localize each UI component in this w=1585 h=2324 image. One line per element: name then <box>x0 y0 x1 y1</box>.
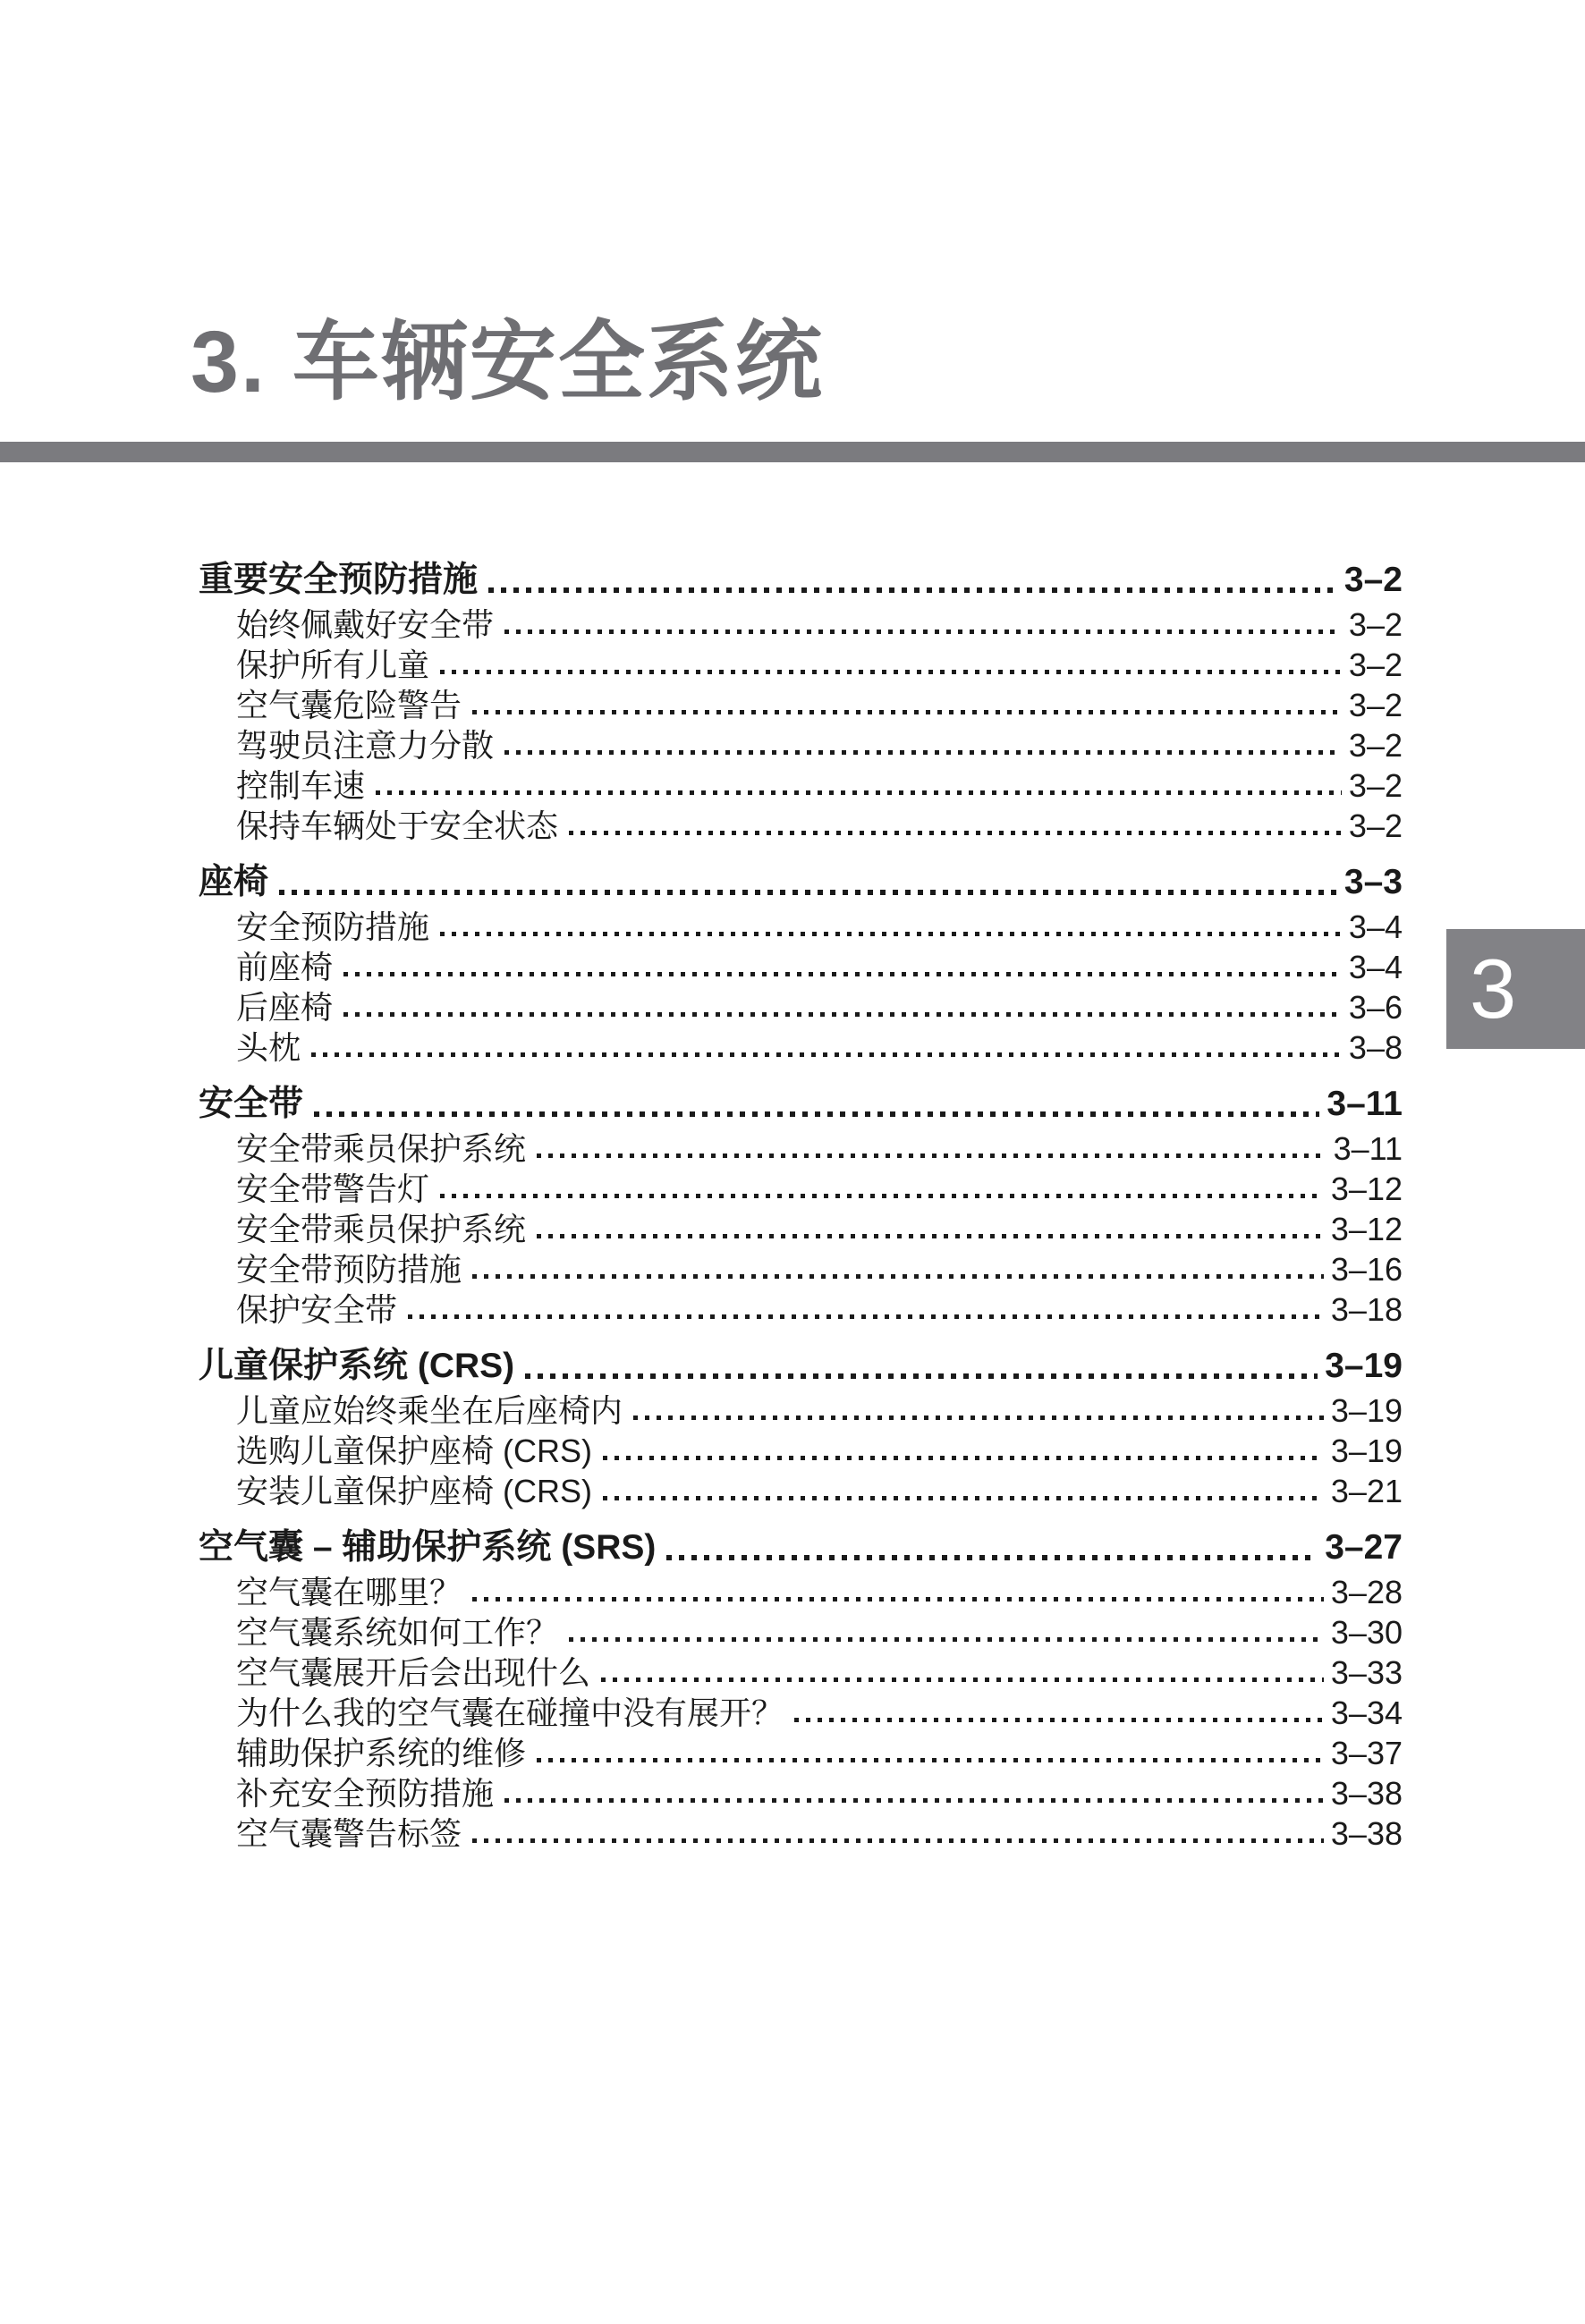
toc-entry-label: 重要安全预防措施 <box>199 561 479 599</box>
dot-leader <box>311 1027 1342 1068</box>
dot-leader <box>666 1524 1318 1572</box>
toc-entry-page-number: 3–27 <box>1325 1528 1403 1567</box>
toc-entry-label: 空气囊危险警告 <box>236 687 462 723</box>
toc-item-row <box>199 1249 1403 1289</box>
toc-entry-label: 空气囊在哪里？ <box>236 1574 462 1610</box>
toc-entry-page-number: 3–4 <box>1348 949 1403 985</box>
toc-entry-label: 安全带乘员保护系统 <box>236 1211 527 1247</box>
toc-entry-page-number: 3–2 <box>1348 646 1403 683</box>
toc-entry-page-number: 3–11 <box>1326 1085 1403 1123</box>
toc-entry-page-number: 3–2 <box>1348 767 1403 804</box>
toc-entry-page-number: 3–2 <box>1348 687 1403 723</box>
toc-entry-page-number: 3–3 <box>1343 863 1403 901</box>
dot-leader <box>537 1733 1324 1773</box>
toc-item-row <box>199 1693 1403 1733</box>
toc-section-row <box>199 858 1403 907</box>
toc-item-row <box>199 1209 1403 1249</box>
dot-leader <box>279 858 1337 907</box>
toc-entry-label: 儿童保护系统 (CRS) <box>199 1347 515 1385</box>
toc-entry-page-number: 3–18 <box>1330 1291 1403 1328</box>
dot-leader <box>488 556 1337 604</box>
dot-leader <box>633 1390 1324 1431</box>
toc-item-row <box>199 907 1403 947</box>
toc-entry-label: 驾驶员注意力分散 <box>236 727 495 764</box>
toc-entry-label: 保护所有儿童 <box>236 646 430 683</box>
toc-entry-page-number: 3–11 <box>1333 1130 1403 1167</box>
toc-entry-label: 控制车速 <box>236 767 366 804</box>
toc-entry-label: 安装儿童保护座椅 (CRS) <box>236 1473 592 1509</box>
dot-leader <box>408 1289 1324 1330</box>
toc-entry-label: 安全带警告灯 <box>236 1170 430 1207</box>
toc-entry-page-number: 3–12 <box>1330 1170 1403 1207</box>
toc-entry-label: 安全预防措施 <box>236 908 430 945</box>
toc-entry-label: 安全带 <box>199 1085 304 1123</box>
toc-entry-page-number: 3–12 <box>1330 1211 1403 1247</box>
dot-leader <box>569 1612 1324 1652</box>
toc-entry-label: 选购儿童保护座椅 (CRS) <box>236 1432 592 1469</box>
toc-entry-label: 安全带预防措施 <box>236 1251 462 1288</box>
toc-entry-label: 座椅 <box>199 863 269 901</box>
toc-entry-label: 保持车辆处于安全状态 <box>236 807 559 844</box>
toc-entry-page-number: 3–8 <box>1348 1029 1403 1066</box>
toc-entry-page-number: 3–4 <box>1348 908 1403 945</box>
toc-item-row <box>199 947 1403 987</box>
toc-entry-label: 后座椅 <box>236 989 334 1026</box>
toc-item-row <box>199 685 1403 725</box>
dot-leader <box>343 947 1342 987</box>
toc-entry-label: 空气囊系统如何工作？ <box>236 1614 559 1651</box>
toc-entry-page-number: 3–21 <box>1330 1473 1403 1509</box>
toc-item-row <box>199 1128 1403 1169</box>
toc-entry-label: 安全带乘员保护系统 <box>236 1130 527 1167</box>
toc-item-row <box>199 987 1403 1027</box>
toc-entry-label: 空气囊 – 辅助保护系统 (SRS) <box>199 1528 657 1567</box>
dot-leader <box>472 1249 1324 1289</box>
toc-entry-page-number: 3–16 <box>1330 1251 1403 1288</box>
toc-entry-label: 前座椅 <box>236 949 334 985</box>
toc-item-row <box>199 645 1403 685</box>
toc <box>199 556 1403 1854</box>
toc-entry-label: 为什么我的空气囊在碰撞中没有展开？ <box>236 1694 784 1731</box>
toc-entry-label: 补充安全预防措施 <box>236 1775 495 1812</box>
toc-section-row <box>199 1342 1403 1390</box>
toc-entry-label: 儿童应始终乘坐在后座椅内 <box>236 1392 623 1429</box>
toc-item-row <box>199 1733 1403 1773</box>
toc-entry-page-number: 3–6 <box>1348 989 1403 1026</box>
dot-leader <box>343 987 1342 1027</box>
dot-leader <box>603 1431 1324 1471</box>
dot-leader <box>603 1471 1324 1511</box>
toc-section-row <box>199 1524 1403 1572</box>
dot-leader <box>440 907 1342 947</box>
toc-entry-page-number: 3–34 <box>1330 1694 1403 1731</box>
toc-entry-page-number: 3–33 <box>1330 1654 1403 1691</box>
chapter-side-tab <box>1446 929 1585 1049</box>
toc-entry-page-number: 3–19 <box>1330 1392 1403 1429</box>
toc-item-row <box>199 1612 1403 1652</box>
toc-section-row <box>199 556 1403 604</box>
dot-leader <box>537 1209 1324 1249</box>
dot-leader <box>314 1080 1319 1128</box>
toc-entry-page-number: 3–28 <box>1330 1574 1403 1610</box>
chapter-title: 3. 车辆安全系统 <box>191 313 824 410</box>
toc-entry-label: 空气囊警告标签 <box>236 1815 462 1852</box>
dot-leader <box>601 1652 1324 1693</box>
toc-item-row <box>199 1390 1403 1431</box>
chapter-title-rule <box>0 442 1585 462</box>
toc-item-row <box>199 1027 1403 1068</box>
toc-item-row <box>199 1652 1403 1693</box>
toc-entry-page-number: 3–37 <box>1330 1735 1403 1771</box>
toc-entry-label: 头枕 <box>236 1029 301 1066</box>
dot-leader <box>504 604 1342 645</box>
dot-leader <box>537 1128 1326 1169</box>
toc-item-row <box>199 725 1403 765</box>
dot-leader <box>525 1342 1318 1390</box>
toc-item-row <box>199 1471 1403 1511</box>
dot-leader <box>504 1773 1324 1813</box>
toc-item-row <box>199 1773 1403 1813</box>
toc-item-row <box>199 806 1403 846</box>
dot-leader <box>440 645 1342 685</box>
toc-item-row <box>199 1289 1403 1330</box>
toc-entry-label: 保护安全带 <box>236 1291 398 1328</box>
toc-entry-page-number: 3–19 <box>1325 1347 1403 1385</box>
dot-leader <box>472 1813 1324 1854</box>
dot-leader <box>472 685 1342 725</box>
toc-item-row <box>199 604 1403 645</box>
toc-item-row <box>199 1431 1403 1471</box>
toc-item-row <box>199 765 1403 806</box>
toc-entry-page-number: 3–2 <box>1343 561 1403 599</box>
toc-entry-page-number: 3–19 <box>1330 1432 1403 1469</box>
dot-leader <box>504 725 1342 765</box>
toc-entry-page-number: 3–30 <box>1330 1614 1403 1651</box>
toc-entry-page-number: 3–2 <box>1348 606 1403 643</box>
dot-leader <box>569 806 1342 846</box>
chapter-side-tab-number: 3 <box>1470 942 1517 1035</box>
dot-leader <box>472 1572 1324 1612</box>
toc-entry-label: 空气囊展开后会出现什么 <box>236 1654 591 1691</box>
toc-entry-label: 始终佩戴好安全带 <box>236 606 495 643</box>
toc-item-row <box>199 1813 1403 1854</box>
dot-leader <box>440 1169 1324 1209</box>
toc-entry-page-number: 3–2 <box>1348 727 1403 764</box>
dot-leader <box>376 765 1342 806</box>
toc-item-row <box>199 1572 1403 1612</box>
toc-section-row <box>199 1080 1403 1128</box>
toc-entry-page-number: 3–38 <box>1330 1815 1403 1852</box>
dot-leader <box>794 1693 1324 1733</box>
toc-entry-page-number: 3–2 <box>1348 807 1403 844</box>
toc-entry-page-number: 3–38 <box>1330 1775 1403 1812</box>
toc-item-row <box>199 1169 1403 1209</box>
toc-entry-label: 辅助保护系统的维修 <box>236 1735 527 1771</box>
